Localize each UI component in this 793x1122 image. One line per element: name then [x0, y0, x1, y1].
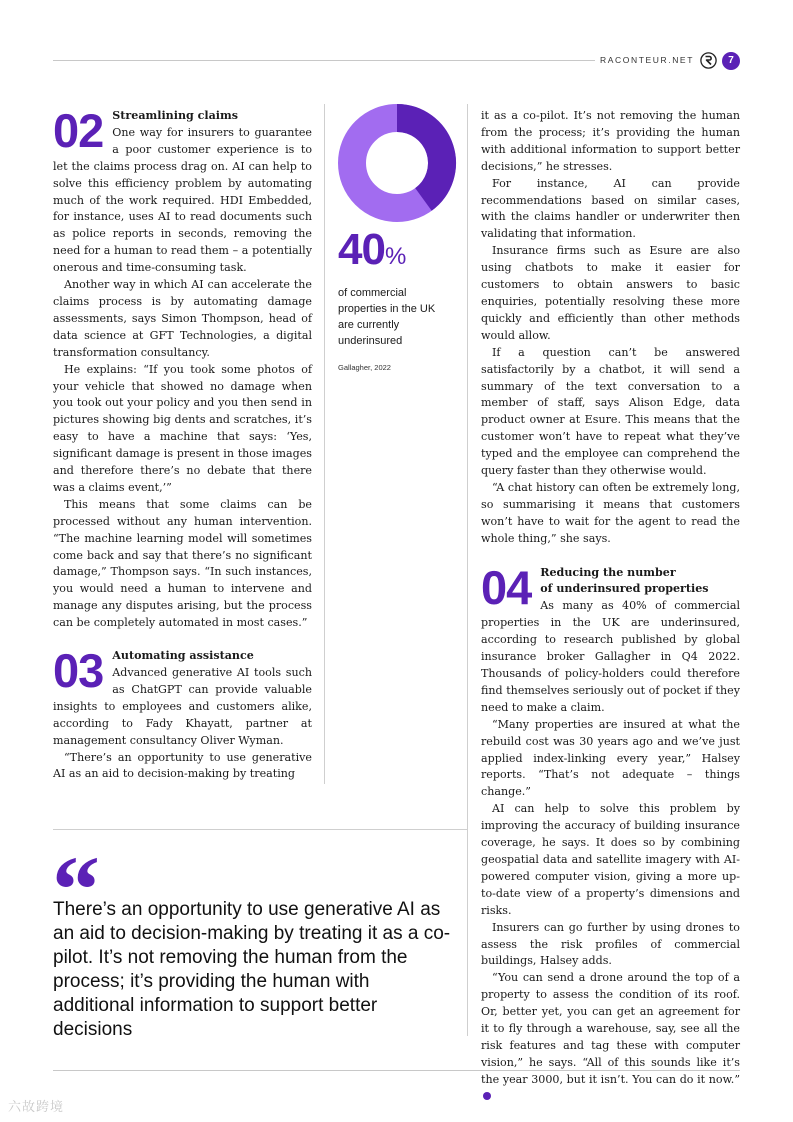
stat-panel [338, 104, 458, 372]
donut-chart [338, 104, 456, 222]
section-title-line-1: Reducing the number [540, 565, 676, 579]
stat-number: 40 [338, 225, 385, 274]
quote-rule [53, 829, 467, 830]
section-number: 03 [53, 644, 104, 698]
quote-marks-icon: “ [52, 836, 94, 943]
stat-caption: of commercial properties in the UK are currently underinsured [338, 287, 436, 347]
section-04 [481, 560, 740, 717]
paragraph: “Many properties are insured at what the rebuild cost was 30 years ago and we’ve just applied index-linking every year,” Halsey reports. “That’s not adequate – things change.” [481, 717, 740, 799]
end-mark-icon [483, 1092, 491, 1100]
footer-rule [53, 1070, 740, 1071]
stat-value [338, 225, 458, 279]
paragraph: “There’s an opportunity to use generative AI as an aid to decision-making by treating [53, 750, 312, 781]
section-number: 02 [53, 104, 104, 157]
paragraph: One way for insurers to guarantee a poor customer experience is to let the claims process drag on. AI can help to solve this efficiency problem by automating much of the work required. HDI Embedded, for instance, uses AI to read documents such as police reports in seconds, removing the need for a human to read them – a potentially onerous and time-consuming task. [53, 125, 312, 275]
section-title-line-2: of underinsured properties [540, 582, 709, 596]
paragraph: it as a co-pilot. It’s not removing the human from the process; it’s providing the human with additional information to support better decisions,” he stresses. [481, 109, 740, 173]
paragraph-text: “You can send a drone around the top of a property to assess the condition of its roof. Or, better yet, you can get an agreement for it to fly through a warehouse, say, see all the risk features and tag these with computer vision,” he says. “All of this sounds like it’s the year 3000, but it isn’t. You can do it now.” [481, 971, 740, 1086]
paragraph: Insurance firms such as Esure are also using chatbots to make it easier for customers to obtain answers to basic enquiries, potentially resolving these more quickly and efficiently than other methods would allow. [481, 244, 740, 342]
paragraph: This means that some claims can be processed without any human intervention. “The machine learning model will sometimes come back and say that there’s no significant damage,” Thompson says. “In such instances, you would need a human to intervene and manage any disputes arising, but the process can be completely automated in most cases.” [53, 497, 312, 630]
paragraph: “A chat history can often be extremely long, so summarising it means that customers won’t have to wait for the agent to read the whole thing,” she says. [481, 480, 740, 545]
right-column [481, 108, 740, 1106]
section-02 [53, 104, 312, 277]
paragraph: He explains: “If you took some photos of your vehicle that showed no damage when you took out your policy and you then send in pictures showing big dents and scratches, it’s easy to have a machine that says: ‘Yes, significant damage is present in those images and therefore there’s no debate that there was a claims event,’” [53, 362, 312, 494]
column-divider [467, 104, 468, 1036]
column-divider [324, 104, 325, 784]
section-title: Streamlining claims [112, 109, 238, 122]
donut-highlight-slice [397, 118, 442, 199]
stat-unit: % [384, 243, 407, 270]
left-column [53, 104, 312, 783]
paragraph: AI can help to solve this problem by improving the accuracy of building insurance coverage, he says. It does so by combining geospatial data and satellite imagery with AI-powered computer vision, giving a more up-to-date view of a property’s dimensions and risks. [481, 802, 740, 917]
site-name[interactable]: RACONTEUR.NET [600, 55, 694, 65]
section-number: 04 [481, 560, 532, 614]
header-rule [53, 60, 595, 61]
paragraph: Advanced generative AI tools such as ChatGPT can provide valuable insights to employees and customers alike, according to Fady Khayatt, partner at management consultancy Oliver Wyman. [53, 666, 312, 747]
raconteur-logo-icon [700, 52, 717, 69]
paragraph: As many as 40% of commercial properties in the UK are underinsured, according to research published by global insurance broker Gallagher in Q4 2022. Thousands of policy-holders could therefore find themselves seriously out of pocket if they need to make a claim. [481, 599, 740, 714]
paragraph: Another way in which AI can accelerate the claims process is by automating damage assessments, says Simon Thompson, head of data science at GFT Technologies, a digital transformation consultancy. [53, 278, 312, 359]
page-number: 7 [722, 52, 740, 70]
stat-source: Gallagher, 2022 [338, 363, 391, 372]
paragraph: For instance, AI can provide recommendations based on similar cases, with the claims handler or underwriter then validating that information. [481, 176, 740, 241]
paragraph [481, 970, 740, 1105]
watermark: 六故跨境 [8, 1100, 65, 1115]
pull-quote: There’s an opportunity to use generative AI as an aid to decision-making by treating it as a co-pilot. It’s not removing the human from the process; it’s providing the human with additional information to support better decisions [53, 899, 451, 1040]
paragraph: If a question can’t be answered satisfactorily by a chatbot, it will send a summary of the text conversation to a member of staff, says Alison Edge, data product owner at Esure. This means that the customer won’t have to repeat what they’ve typed and the employee can comprehend the query faster than they otherwise would. [481, 345, 740, 478]
section-03 [53, 644, 312, 749]
paragraph: Insurers can go further by using drones to assess the risk profiles of commercial buildings, Halsey adds. [481, 920, 740, 968]
section-title: Automating assistance [112, 649, 254, 663]
